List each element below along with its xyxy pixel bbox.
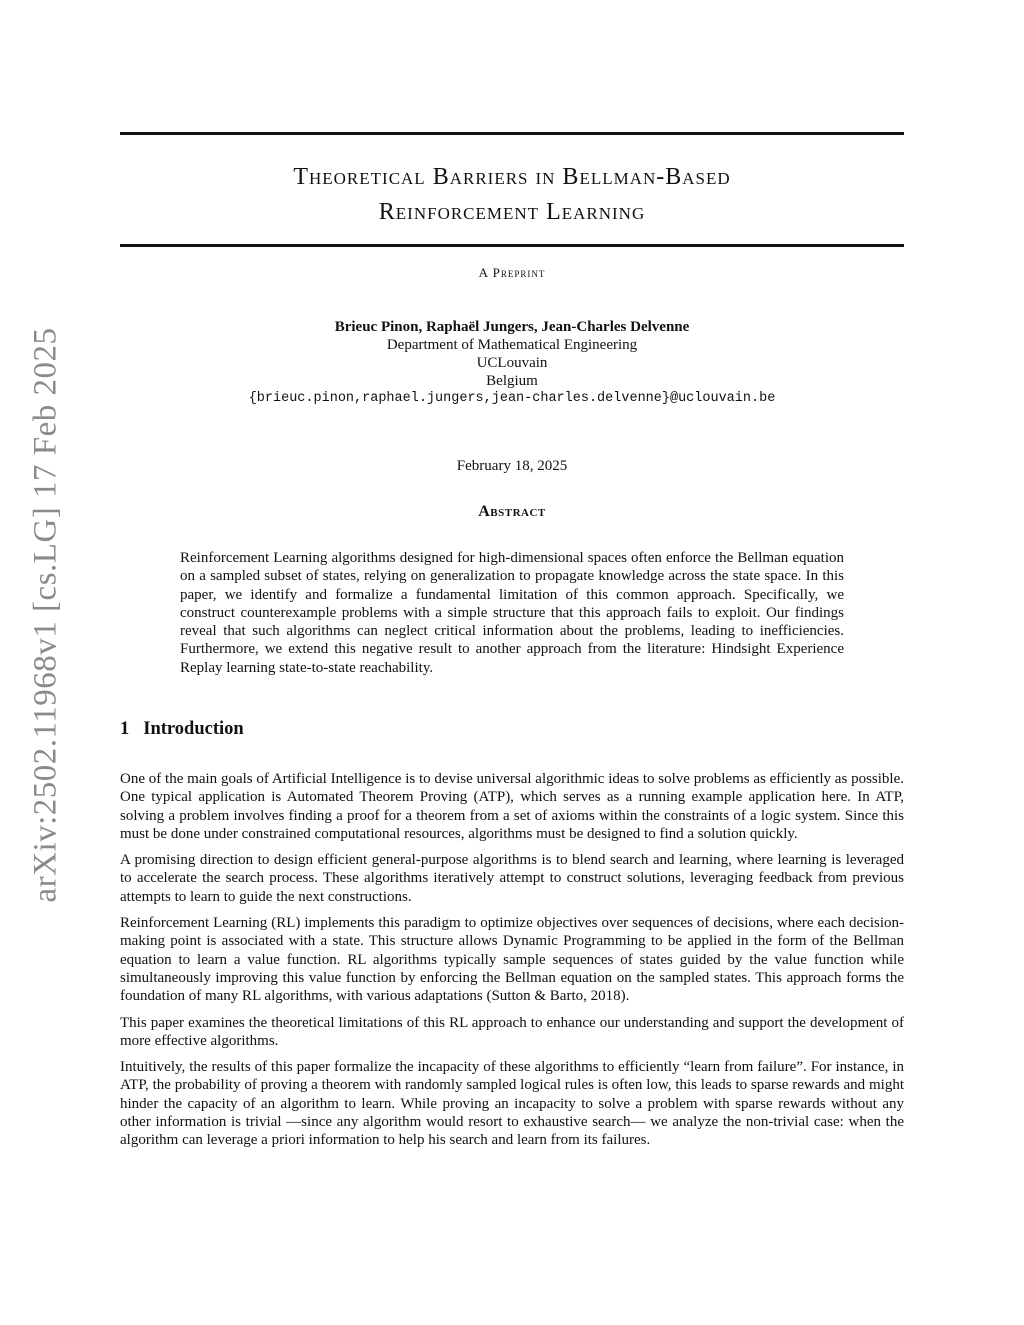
paper-title [120, 160, 904, 230]
body-paragraph: Reinforcement Learning (RL) implements this paradigm to optimize objectives over sequences of decisions, where each decision-making point is associated with a state. This structure allows Dynamic Programming to be applied in the form of the Bellman equation to learn a value function. RL algorithms typically sample sequences of states guided by the value function while simultaneously improving this value function by enforcing the Bellman equation on the sampled states. This approach forms the foundation of many RL algorithms, with various adaptations (Sutton & Barto, 2018). [120, 915, 904, 1005]
section-number: 1 [120, 719, 130, 739]
author-names: Brieuc Pinon, Raphaël Jungers, Jean-Charles Delvenne [334, 319, 690, 335]
section-body [120, 770, 904, 1158]
preprint-label: A Preprint [478, 265, 546, 280]
body-paragraph: A promising direction to design efficient general-purpose algorithms is to blend search and learning, where learning is leveraged to accelerate the search process. These algorithms iteratively attempt to construct solutions, leveraging feedback from previous attempts to learn to guide the next constructions. [120, 852, 904, 905]
body-paragraph: This paper examines the theoretical limitations of this RL approach to enhance our understanding and support the development of more effective algorithms. [120, 1014, 904, 1049]
title-line-2: Reinforcement Learning [378, 199, 646, 225]
title-top-rule [120, 132, 904, 135]
abstract-text: Reinforcement Learning algorithms designed for high-dimensional spaces often enforce the Bellman equation on a sampled subset of states, relying on generalization to propagate knowledge across the state space. In this paper, we identify and formalize a fundamental limitation of this common approach. Specifically, we construct counterexample problems with a simple structure that this approach fails to exploit. Our findings reveal that such algorithms can neglect critical information about the problems, leading to inefficiencies. Furthermore, we extend this negative result to another approach from the literature: Hindsight Experience Replay learning state-to-state reachability. [180, 550, 844, 676]
author-block [120, 318, 904, 408]
publication-date: February 18, 2025 [456, 458, 568, 474]
section-heading [120, 719, 244, 740]
title-line-1: Theoretical Barriers in Bellman-Based [293, 164, 731, 190]
body-paragraph: One of the main goals of Artificial Intelligence is to devise universal algorithmic ideas to solve problems as efficiently as possible. One typical application is Automated Theorem Proving (ATP), which serves as a running example application here. In ATP, solving a problem involves finding a proof for a theorem from a set of axioms within the constraints of a logic system. Since this must be done under constrained computational resources, algorithms must be designed to find a solution quickly. [120, 771, 904, 842]
author-country: Belgium [486, 373, 538, 389]
section-title: Introduction [143, 719, 244, 739]
title-bottom-rule [120, 244, 904, 247]
body-paragraph: Intuitively, the results of this paper formalize the incapacity of these algorithms to efficiently “learn from failure”. For instance, in ATP, the probability of proving a theorem with randomly sampled logical rules is often low, this leads to sparse rewards and might hinder the capacity of an algorithm to learn. While proving an incapacity to solve a problem with sparse rewards without any other information is trivial —since any algorithm would resort to exhaustive search— we analyze the non-trivial case: when the algorithm can leverage a priori information to help his search and learn from its failures. [120, 1059, 904, 1149]
author-department: Department of Mathematical Engineering [386, 337, 638, 353]
author-university: UCLouvain [476, 355, 548, 371]
author-email: {brieuc.pinon,raphael.jungers,jean-charles.delvenne}@uclouvain.be [248, 391, 776, 406]
arxiv-identifier: arXiv:2502.11968v1 [cs.LG] 17 Feb 2025 [27, 327, 64, 903]
abstract-heading: Abstract [478, 503, 546, 520]
